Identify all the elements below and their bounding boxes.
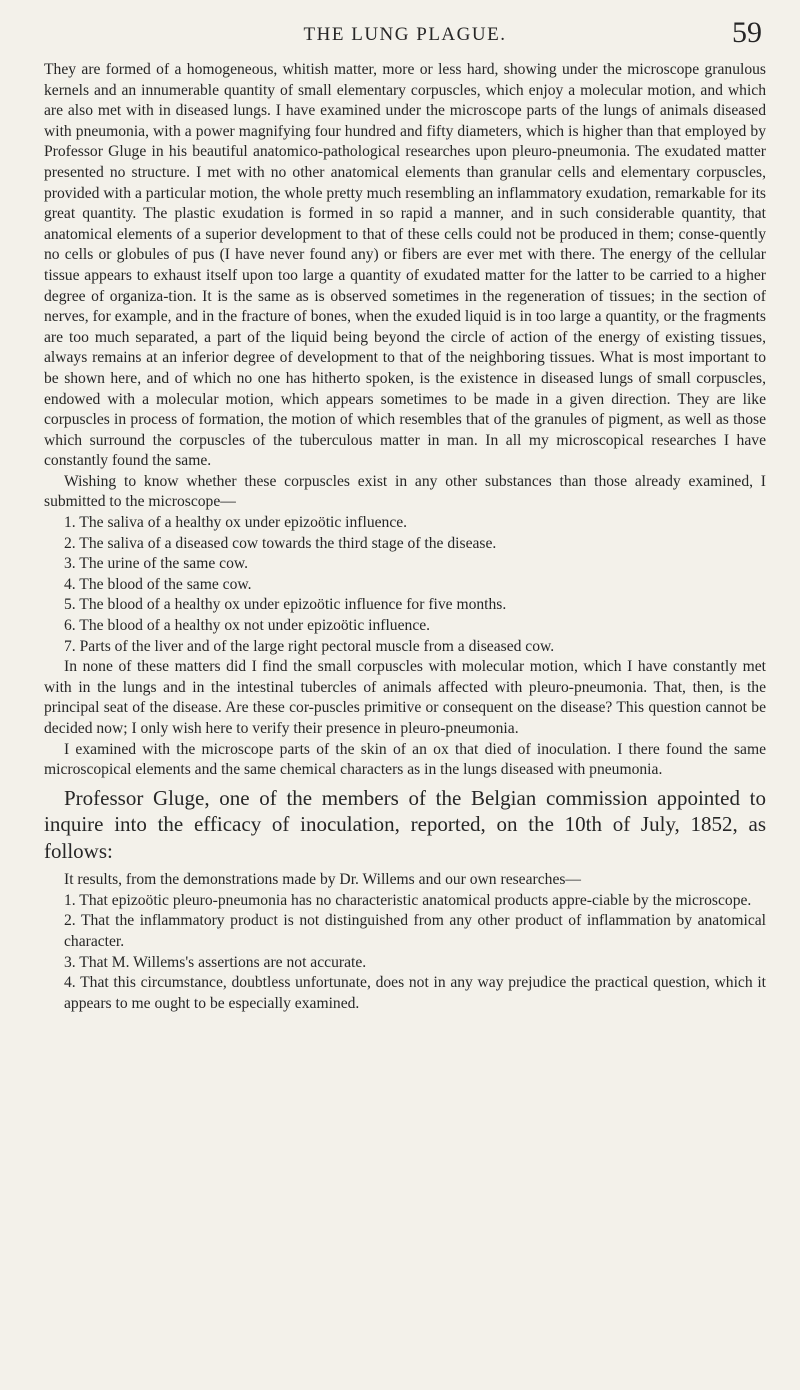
conclusions-list bbox=[44, 891, 766, 1015]
paragraph-skin-exam: I examined with the microscope parts of the skin of an ox that died of inoculation. I there found the same microscopical elements and the same chemical characters as in the lungs diseased with pneumonia. bbox=[44, 740, 766, 779]
list-item: 2. The saliva of a diseased cow towards the third stage of the disease. bbox=[64, 534, 497, 552]
substances-list bbox=[44, 513, 766, 657]
list-item: 5. The blood of a healthy ox under epizoötic influence for five months. bbox=[64, 596, 507, 614]
running-header bbox=[44, 14, 766, 60]
paragraph-microscopy: They are formed of a homogeneous, whitish matter, more or less hard, showing under the microscope granulous kernels and an innumerable quantity of small elementary corpuscles, which enjoy a molecular motion, and which are also met with in diseased lungs. I have examined under the microscope parts of the lungs of animals diseased with pneumonia, with a power magnifying four hundred and fifty diameters, which is higher than that employed by Professor Gluge in his beautiful anatomico-pathological researches upon pleuro-pneumonia. The exudated matter presented no structure. I met with no other anatomical elements than granular cells and elementary corpuscles, provided with a particular motion, the whole pretty much resembling an inflammatory exudation, remarkable for its great quantity. The plastic exudation is formed in so rapid a manner, and in such considerable quantity, that anatomical elements of a superior development to that of these cells could not be produced in them; conse-quently no cells or globules of pus (I have never found any) or fibers are ever met with there. The energy of the cellular tissue appears to exhaust itself upon too large a quantity of exudated matter for the latter to be carried to a higher degree of organiza-tion. It is the same as is observed sometimes in the regeneration of tissues; in the section of nerves, for example, and in the fracture of bones, when the exuded liquid is in too large a quantity, or the fragments are too much separated, a part of the liquid being beyond the circle of action of the energy of existing tissues, always remains at an inferior degree of development to that of the neighboring tissues. What is most important to be shown here, and of which no one has hitherto spoken, is the existence in diseased lungs of small corpuscles, endowed with a molecular motion, which appears sometimes to be made in a given direction. They are like corpuscles in process of formation, the motion of which resembles that of the granules of pigment, as well as those which surround the corpuscles of the tuberculous matter in man. In all my microscopical researches I have constantly found the same. bbox=[44, 61, 766, 470]
list-item: 6. The blood of a healthy ox not under epizoötic influence. bbox=[64, 617, 431, 635]
list-item: 2. That the inflammatory product is not distinguished from any other product of inflammation by anatomical character. bbox=[64, 912, 766, 951]
paragraph-findings: In none of these matters did I find the small corpuscles with molecular motion, which I have constantly met with in the lungs and in the intestinal tubercles of animals affected with pleuro-pneumonia. That, then, is the principal seat of the disease. Are these cor-puscles primitive or consequent on the disease? This question cannot be decided now; I only wish here to verify their presence in pleuro-pneumonia. bbox=[44, 658, 766, 737]
paragraph-substances-intro: Wishing to know whether these corpuscles exist in any other substances than those already examined, I submitted to the microscope— bbox=[44, 472, 766, 511]
list-item: 7. Parts of the liver and of the large right pectoral muscle from a diseased cow. bbox=[64, 637, 555, 655]
list-item: 1. That epizoötic pleuro-pneumonia has no characteristic anatomical products appre-ciable by the microscope. bbox=[64, 891, 752, 909]
page-number: 59 bbox=[732, 16, 762, 49]
list-item: 3. The urine of the same cow. bbox=[64, 555, 249, 573]
paragraph-gluge-report: Professor Gluge, one of the members of the Belgian commission appointed to inquire into the efficacy of inoculation, reported, on the 10th of July, 1852, as follows: bbox=[44, 785, 766, 863]
list-item: 4. That this circumstance, doubtless unfortunate, does not in any way prejudice the practical question, which it appears to me ought to be especially examined. bbox=[64, 974, 766, 1012]
paragraph-results-intro: It results, from the demonstrations made by Dr. Willems and our own researches— bbox=[64, 871, 582, 889]
list-item: 4. The blood of the same cow. bbox=[64, 575, 252, 593]
running-title: THE LUNG PLAGUE. bbox=[303, 24, 507, 45]
list-item: 1. The saliva of a healthy ox under epizoötic influence. bbox=[64, 514, 408, 532]
list-item: 3. That M. Willems's assertions are not accurate. bbox=[64, 953, 367, 971]
